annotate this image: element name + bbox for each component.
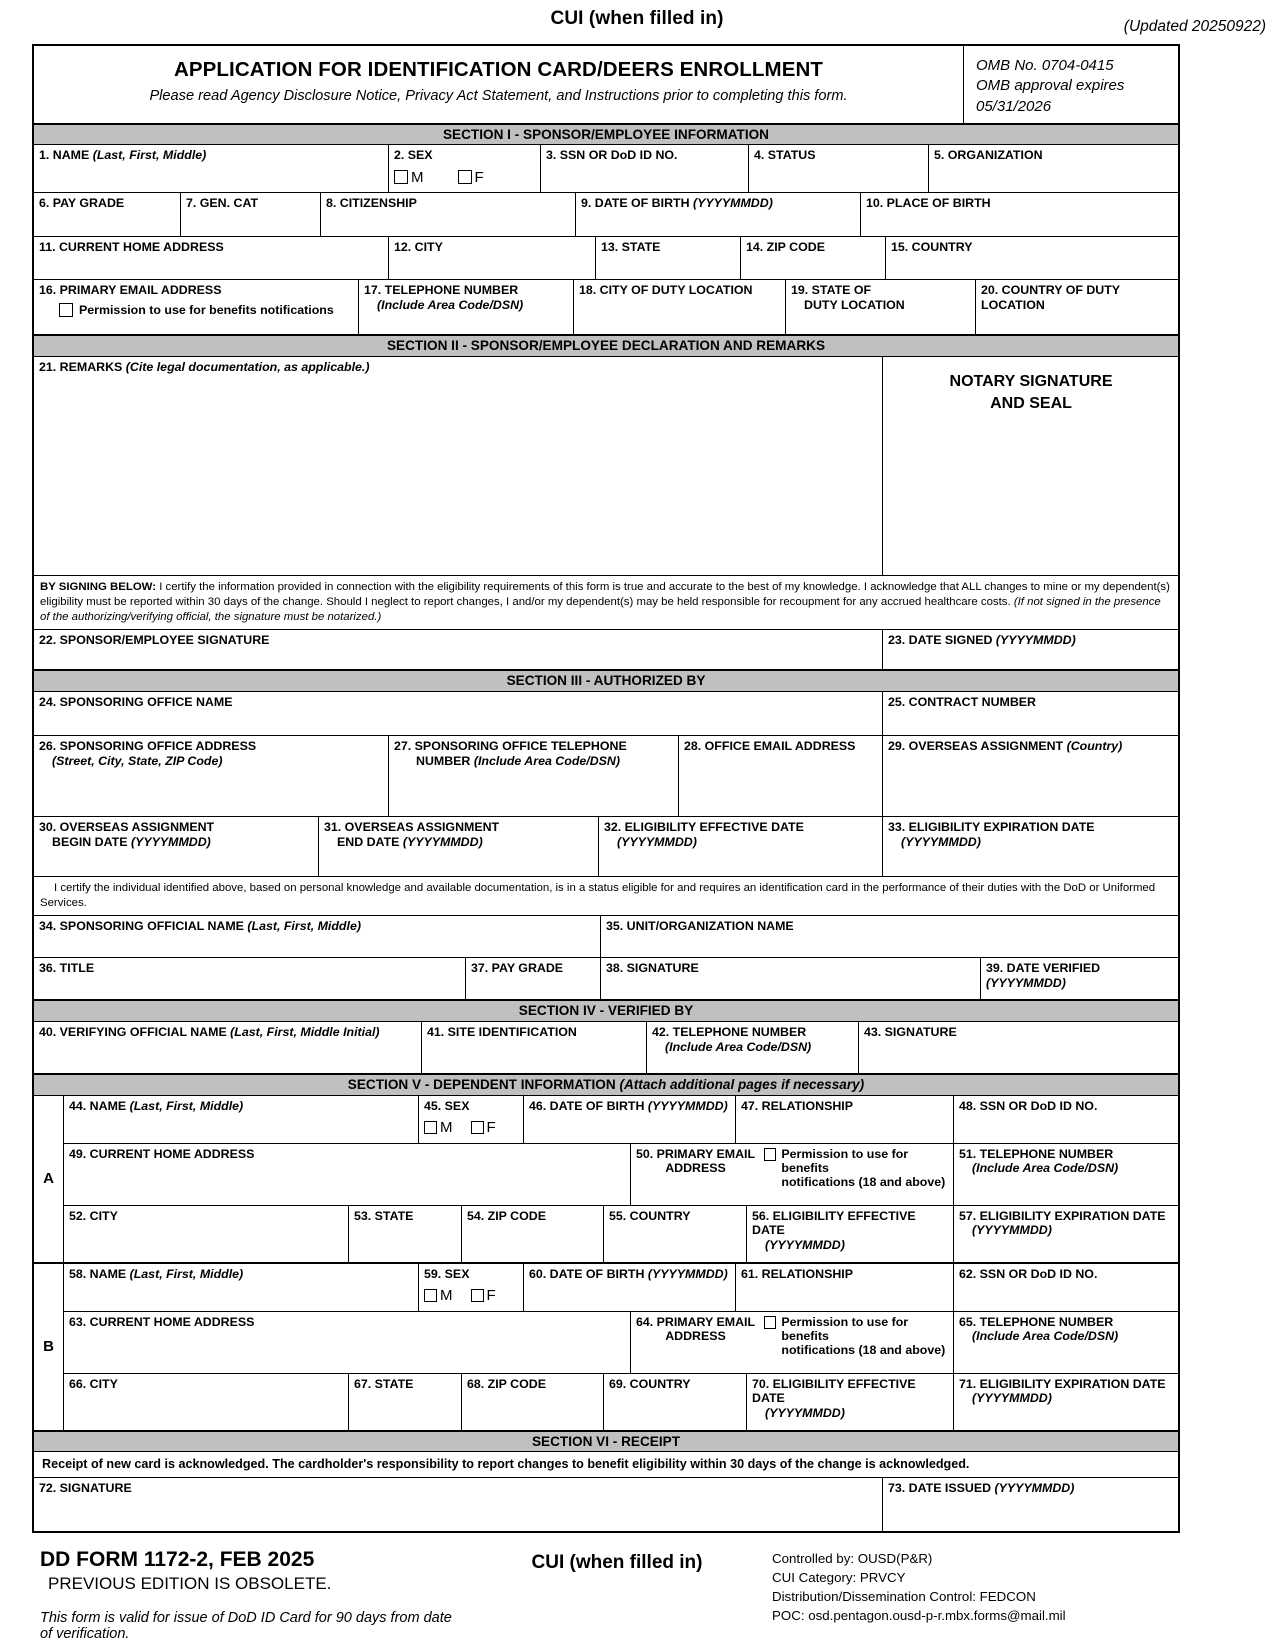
field-14-zip-code[interactable] [741,237,886,280]
field-56-label: 56. ELIGIBILITY EFFECTIVE DATE [752,1208,916,1238]
dep-b-sex-female-option[interactable] [471,1287,496,1304]
field-31-label: 31. OVERSEAS ASSIGNMENT [324,820,500,835]
cui-marking-bottom: CUI (when filled in) [531,1552,703,1573]
field-1-label: 1. NAME [39,148,93,163]
field-43-label: 43. SIGNATURE [864,1025,957,1040]
field-43-signature[interactable] [859,1022,1178,1074]
field-25-contract-number[interactable] [883,692,1178,736]
checkbox-dep-a-email-permission[interactable] [764,1148,776,1161]
field-23-date-signed[interactable] [883,630,1178,670]
dep-a-row-2 [64,1144,1178,1206]
field-21-hint: (Cite legal documentation, as applicable.) [125,360,370,374]
field-56-dep-eligibility-effective[interactable] [747,1206,954,1262]
section-3-header: SECTION III - AUTHORIZED BY [34,670,1178,692]
field-21-remarks[interactable] [34,357,883,576]
title-left [34,46,964,123]
omb-expires-date: 05/31/2026 [976,97,1052,115]
field-32-label: 32. ELIGIBILITY EFFECTIVE DATE [604,820,804,835]
field-21-label: 21. REMARKS [39,360,126,374]
field-73-date-issued[interactable] [883,1478,1178,1531]
field-52-dep-city[interactable] [64,1206,349,1262]
field-3-label: 3. SSN OR DoD ID NO. [546,148,678,163]
section-1-header: SECTION I - SPONSOR/EMPLOYEE INFORMATION [34,124,1178,146]
field-28-label: 28. OFFICE EMAIL ADDRESS [684,739,856,754]
field-47-dep-relationship[interactable] [736,1096,954,1144]
section3-row-3 [34,817,1178,877]
dependent-group-a [34,1096,1178,1264]
section3-row-2 [34,736,1178,817]
field-24-label: 24. SPONSORING OFFICE NAME [39,695,233,710]
field-45-label: 45. SEX [424,1098,470,1113]
field-70-dep-eligibility-effective[interactable] [747,1374,954,1430]
certification-text: I certify the individual identified above, based on personal knowledge and available documentation, is in a status eligible for and requires an identification card in the performance of their duties with the DoD or Uniformed Services. [40,882,1156,910]
field-71-dep-eligibility-expiration[interactable] [954,1374,1178,1430]
top-banner [0,0,1274,44]
checkbox-dep-a-sex-female[interactable] [471,1121,484,1134]
field-30-label: 30. OVERSEAS ASSIGNMENT [39,820,215,835]
field-2-label: 2. SEX [394,148,433,163]
field-64-permission-line-1: Permission to use for benefits [781,1314,909,1343]
dependent-b-body [64,1264,1178,1430]
field-19-label: 19. STATE OF [791,283,872,298]
field-66-dep-city[interactable] [64,1374,349,1430]
field-51-hint: (Include Area Code/DSN) [972,1161,1119,1176]
certification-paragraph [34,877,1178,916]
field-53-dep-state[interactable] [349,1206,462,1262]
field-17-label: 17. TELEPHONE NUMBER [364,283,519,298]
notary-label-line-2: AND SEAL [990,394,1072,412]
section1-row-4 [34,280,1178,335]
field-18-city-duty-location[interactable] [574,280,786,335]
dep-a-sex-female-option[interactable] [471,1119,496,1136]
field-62-label: 62. SSN OR DoD ID NO. [959,1266,1098,1281]
form-identifier: DD FORM 1172-2, FEB 2025 [40,1548,315,1571]
field-69-dep-country[interactable] [604,1374,747,1430]
field-24-sponsoring-office-name[interactable] [34,692,883,736]
field-60-hint: (YYYYMMDD) [647,1266,728,1281]
field-13-state[interactable] [596,237,741,280]
field-40-hint: (Last, First, Middle Initial) [230,1025,380,1040]
field-34-hint: (Last, First, Middle) [247,919,361,934]
field-37-label: 37. PAY GRADE [471,961,564,976]
field-45-dep-sex[interactable] [419,1096,524,1144]
field-44-hint: (Last, First, Middle) [129,1098,244,1113]
field-38-signature[interactable] [601,958,981,1000]
field-57-hint: (YYYYMMDD) [972,1223,1052,1238]
field-11-label: 11. CURRENT HOME ADDRESS [39,240,224,255]
field-64-permission-line-2: notifications [781,1342,859,1357]
field-33-eligibility-expiration-date[interactable] [883,817,1178,877]
field-4-status[interactable] [749,145,929,193]
field-58-dep-name[interactable] [64,1264,419,1312]
dependent-b-letter: B [34,1264,64,1430]
field-73-hint: (YYYYMMDD) [994,1481,1075,1496]
section3-row-5 [34,958,1178,1000]
checkbox-email-permission[interactable] [59,303,73,317]
field-46-dep-dob[interactable] [524,1096,736,1144]
checkbox-dep-b-sex-female[interactable] [471,1289,484,1302]
field-23-label: 23. DATE SIGNED [888,633,996,648]
section-5-title-note: (Attach additional pages if necessary) [619,1077,865,1093]
field-29-label: 29. OVERSEAS ASSIGNMENT [888,739,1067,754]
field-57-label: 57. ELIGIBILITY EXPIRATION DATE [959,1208,1166,1223]
field-32-hint: (YYYYMMDD) [617,834,697,849]
field-31-overseas-end-date[interactable] [319,817,599,877]
field-46-label: 46. DATE OF BIRTH [529,1098,648,1113]
omb-expires-label: OMB approval expires [976,77,1125,95]
field-20-country-duty-location[interactable] [976,280,1178,335]
dependent-group-b [34,1264,1178,1431]
field-28-office-email[interactable] [679,736,883,817]
field-32-eligibility-effective-date[interactable] [599,817,883,877]
field-40-label: 40. VERIFYING OFFICIAL NAME [39,1025,231,1040]
field-34-sponsoring-official-name[interactable] [34,916,601,958]
field-34-label: 34. SPONSORING OFFICIAL NAME [39,919,248,934]
field-66-label: 66. CITY [69,1376,118,1391]
declaration-body: I certify the information provided in connection with the eligibility requirements of this form is true and accurate to the best of my knowledge. I acknowledge that ALL changes to mine or my dependent(s) eligibility must be reported within 30 days of the change. Should I neglect to report changes, I and/or my dependent(s) may be held responsible for recoupment for any accrued healthcare costs. [40,581,1170,609]
field-12-city[interactable] [389,237,596,280]
dep-a-row-1 [64,1096,1178,1144]
field-68-label: 68. ZIP CODE [467,1376,546,1391]
field-60-label: 60. DATE OF BIRTH [529,1266,648,1281]
field-31-label-2: END DATE [337,834,403,849]
field-50-permission-hint: (18 and above) [858,1174,946,1189]
field-54-label: 54. ZIP CODE [467,1208,546,1223]
field-27-sponsoring-office-telephone[interactable] [389,736,679,817]
page-title: APPLICATION FOR IDENTIFICATION CARD/DEERS ENROLLMENT [173,58,824,81]
dep-a-row-3 [64,1206,1178,1262]
title-block [34,46,1178,124]
field-50-label-2: ADDRESS [665,1161,726,1176]
field-2-sex[interactable] [389,145,541,193]
sex-male-option[interactable] [394,169,424,186]
form-footer [32,1548,1192,1642]
dep-b-row-1 [64,1264,1178,1312]
section-2-header: SECTION II - SPONSOR/EMPLOYEE DECLARATION AND REMARKS [34,335,1178,357]
dep-a-sex-male-label: M [440,1119,453,1137]
field-40-verifying-official-name[interactable] [34,1022,422,1074]
field-27-label-2: NUMBER [416,753,474,768]
notary-label-line-1: NOTARY SIGNATURE [949,373,1113,390]
sex-female-label: F [474,169,484,186]
form-body [32,44,1180,1533]
field-41-site-identification[interactable] [422,1022,647,1074]
field-51-dep-telephone[interactable] [954,1144,1178,1206]
field-42-telephone-number[interactable] [647,1022,859,1074]
section-6-header: SECTION VI - RECEIPT [34,1431,1178,1453]
field-8-label: 8. CITIZENSHIP [326,196,417,211]
field-60-dep-dob[interactable] [524,1264,736,1312]
field-6-pay-grade[interactable] [34,193,181,237]
field-57-dep-eligibility-expiration[interactable] [954,1206,1178,1262]
field-65-hint: (Include Area Code/DSN) [972,1329,1119,1344]
distribution-control: Distribution/Dissemination Control: FEDCON [772,1588,1036,1604]
field-13-label: 13. STATE [601,240,661,255]
field-63-label: 63. CURRENT HOME ADDRESS [69,1314,255,1329]
checkbox-dep-b-sex-male[interactable] [424,1289,437,1302]
field-58-hint: (Last, First, Middle) [129,1266,244,1281]
controlled-by: Controlled by: OUSD(P&R) [772,1551,933,1566]
field-16-permission-label: Permission to use for benefits notifications [79,303,334,317]
field-44-label: 44. NAME [69,1098,130,1113]
cui-category: CUI Category: PRVCY [772,1569,906,1585]
field-20-label: 20. COUNTRY OF DUTY LOCATION [981,283,1120,312]
field-50-dep-primary-email[interactable] [631,1144,954,1206]
updated-date: (Updated 20250922) [1123,18,1266,35]
field-46-hint: (YYYYMMDD) [647,1098,728,1113]
field-9-hint: (YYYYMMDD) [692,196,773,211]
field-3-ssn[interactable] [541,145,749,193]
field-52-label: 52. CITY [69,1208,118,1223]
field-67-label: 67. STATE [354,1376,414,1391]
field-72-receipt-signature[interactable] [34,1478,883,1531]
checkbox-sex-male[interactable] [394,170,408,184]
field-16-label: 16. PRIMARY EMAIL ADDRESS [39,283,222,298]
section1-row-1 [34,145,1178,193]
field-56-hint: (YYYYMMDD) [765,1237,845,1252]
field-67-dep-state[interactable] [349,1374,462,1430]
field-30-hint: (YYYYMMDD) [130,834,211,849]
field-19-label-2: DUTY LOCATION [804,298,905,312]
field-30-overseas-begin-date[interactable] [34,817,319,877]
checkbox-dep-b-email-permission[interactable] [764,1316,776,1329]
validity-note: This form is valid for issue of DoD ID Card for 90 days from date of verification. [40,1610,452,1642]
field-59-label: 59. SEX [424,1266,470,1281]
field-8-citizenship[interactable] [321,193,576,237]
field-4-label: 4. STATUS [754,148,816,163]
field-38-label: 38. SIGNATURE [606,961,699,976]
field-48-dep-ssn[interactable] [954,1096,1178,1144]
field-71-label: 71. ELIGIBILITY EXPIRATION DATE [959,1376,1166,1391]
cui-control-block [772,1548,1192,1642]
field-9-label: 9. DATE OF BIRTH [581,196,693,211]
field-22-sponsor-signature[interactable] [34,630,883,670]
field-44-dep-name[interactable] [64,1096,419,1144]
field-65-label: 65. TELEPHONE NUMBER [959,1314,1114,1329]
declaration-bold-lead: BY SIGNING BELOW: [40,581,157,593]
field-71-hint: (YYYYMMDD) [972,1391,1052,1406]
field-10-place-of-birth[interactable] [861,193,1178,237]
field-9-date-of-birth[interactable] [576,193,861,237]
cui-marking-top: CUI (when filled in) [550,8,724,29]
section1-row-2 [34,193,1178,237]
section2-signature-row [34,630,1178,670]
field-17-hint: (Include Area Code/DSN) [377,298,524,312]
field-12-label: 12. CITY [394,240,443,255]
field-55-dep-country[interactable] [604,1206,747,1262]
field-50-label: 50. PRIMARY EMAIL [635,1146,756,1161]
field-10-label: 10. PLACE OF BIRTH [866,196,991,211]
field-68-dep-zip[interactable] [462,1374,604,1430]
receipt-text: Receipt of new card is acknowledged. The cardholder's responsibility to report changes to benefit eligibility within 30 days of the change is acknowledged. [42,1457,970,1472]
field-39-label: 39. DATE VERIFIED [986,961,1101,976]
page-subtitle: Please read Agency Disclosure Notice, Privacy Act Statement, and Instructions prior to completing this form. [149,88,848,104]
field-16-primary-email[interactable] [34,280,359,335]
field-33-label: 33. ELIGIBILITY EXPIRATION DATE [888,820,1095,835]
field-29-overseas-assignment[interactable] [883,736,1178,817]
dep-b-row-2 [64,1312,1178,1374]
field-30-label-2: BEGIN DATE [52,834,131,849]
field-14-label: 14. ZIP CODE [746,240,825,255]
field-54-dep-zip[interactable] [462,1206,604,1262]
field-48-label: 48. SSN OR DoD ID NO. [959,1098,1098,1113]
field-18-label: 18. CITY OF DUTY LOCATION [579,283,753,298]
field-26-sponsoring-office-address[interactable] [34,736,389,817]
section-5-title: SECTION V - DEPENDENT INFORMATION [347,1077,620,1093]
field-49-dep-home-address[interactable] [64,1144,631,1206]
field-61-dep-relationship[interactable] [736,1264,954,1312]
field-19-state-duty-location[interactable] [786,280,976,335]
field-49-label: 49. CURRENT HOME ADDRESS [69,1146,255,1161]
declaration-paragraph [34,576,1178,630]
field-35-unit-organization-name[interactable] [601,916,1178,958]
omb-block [964,46,1178,123]
section1-row-3 [34,237,1178,280]
field-50-permission-line-2: notifications [781,1174,859,1189]
field-51-label: 51. TELEPHONE NUMBER [959,1146,1114,1161]
field-69-label: 69. COUNTRY [609,1376,691,1391]
field-5-label: 5. ORGANIZATION [934,148,1043,163]
field-23-hint: (YYYYMMDD) [995,633,1076,648]
dep-b-row-3 [64,1374,1178,1430]
field-7-gen-cat[interactable] [181,193,321,237]
field-72-label: 72. SIGNATURE [39,1481,132,1496]
omb-number: OMB No. 0704-0415 [976,57,1114,74]
section-5-header [34,1074,1178,1096]
field-25-label: 25. CONTRACT NUMBER [888,695,1037,710]
field-64-permission-hint: (18 and above) [858,1342,946,1357]
field-15-label: 15. COUNTRY [891,240,973,255]
section3-row-1 [34,692,1178,736]
section-4-header: SECTION IV - VERIFIED BY [34,1000,1178,1022]
section2-remarks-row [34,357,1178,576]
dep-b-sex-female-label: F [486,1287,496,1305]
declaration-italic-note: (If not signed in the presence of the authorizing/verifying official, the signature must be notarized.) [40,596,1161,624]
field-73-label: 73. DATE ISSUED [888,1481,995,1496]
field-37-pay-grade[interactable] [466,958,601,1000]
dep-a-sex-male-option[interactable] [424,1119,453,1136]
notary-signature-block[interactable] [883,357,1178,576]
field-70-label: 70. ELIGIBILITY EFFECTIVE DATE [752,1376,916,1406]
section6-signature-row [34,1478,1178,1531]
sex-male-label: M [411,169,424,186]
field-22-label: 22. SPONSOR/EMPLOYEE SIGNATURE [39,633,270,648]
field-55-label: 55. COUNTRY [609,1208,691,1223]
field-1-name[interactable] [34,145,389,193]
field-6-label: 6. PAY GRADE [39,196,125,211]
section3-row-4 [34,916,1178,958]
field-42-label: 42. TELEPHONE NUMBER [652,1025,807,1040]
field-11-home-address[interactable] [34,237,389,280]
field-29-hint: (Country) [1066,739,1123,754]
dep-b-sex-male-label: M [440,1287,453,1305]
field-26-hint: (Street, City, State, ZIP Code) [52,753,223,768]
field-63-dep-home-address[interactable] [64,1312,631,1374]
field-42-hint: (Include Area Code/DSN) [665,1039,812,1054]
field-26-label: 26. SPONSORING OFFICE ADDRESS [39,739,257,754]
dependent-a-body [64,1096,1178,1262]
field-36-title[interactable] [34,958,466,1000]
field-50-permission-line-1: Permission to use for benefits [781,1146,909,1175]
field-61-label: 61. RELATIONSHIP [741,1266,853,1281]
dep-b-sex-male-option[interactable] [424,1287,453,1304]
poc-email: POC: osd.pentagon.ousd-p-r.mbx.forms@mail.mil [772,1607,1066,1623]
field-64-label-2: ADDRESS [665,1329,726,1344]
dependent-a-letter: A [34,1096,64,1262]
footer-left [32,1548,462,1642]
field-64-label: 64. PRIMARY EMAIL [635,1314,756,1329]
field-59-dep-sex[interactable] [419,1264,524,1312]
field-17-telephone[interactable] [359,280,574,335]
field-58-label: 58. NAME [69,1266,130,1281]
section4-row-1 [34,1022,1178,1074]
field-7-label: 7. GEN. CAT [186,196,259,211]
field-39-date-verified[interactable] [981,958,1178,1000]
field-1-hint: (Last, First, Middle) [92,148,207,163]
field-62-dep-ssn[interactable] [954,1264,1178,1312]
checkbox-dep-a-sex-male[interactable] [424,1121,437,1134]
field-27-hint: (Include Area Code/DSN) [473,753,621,768]
field-5-organization[interactable] [929,145,1178,193]
field-33-hint: (YYYYMMDD) [901,834,981,849]
field-36-label: 36. TITLE [39,961,95,976]
field-41-label: 41. SITE IDENTIFICATION [427,1025,577,1040]
field-64-dep-primary-email[interactable] [631,1312,954,1374]
field-15-country[interactable] [886,237,1178,280]
field-39-hint: (YYYYMMDD) [986,976,1066,991]
sex-female-option[interactable] [458,169,484,186]
previous-edition-note: PREVIOUS EDITION IS OBSOLETE. [48,1574,332,1593]
field-27-label: 27. SPONSORING OFFICE TELEPHONE [394,739,627,754]
field-65-dep-telephone[interactable] [954,1312,1178,1374]
field-35-label: 35. UNIT/ORGANIZATION NAME [606,919,794,934]
field-70-hint: (YYYYMMDD) [765,1405,845,1420]
dep-a-sex-female-label: F [486,1119,496,1137]
field-53-label: 53. STATE [354,1208,414,1223]
field-47-label: 47. RELATIONSHIP [741,1098,853,1113]
checkbox-sex-female[interactable] [458,170,472,184]
receipt-paragraph [34,1452,1178,1478]
field-31-hint: (YYYYMMDD) [402,834,483,849]
